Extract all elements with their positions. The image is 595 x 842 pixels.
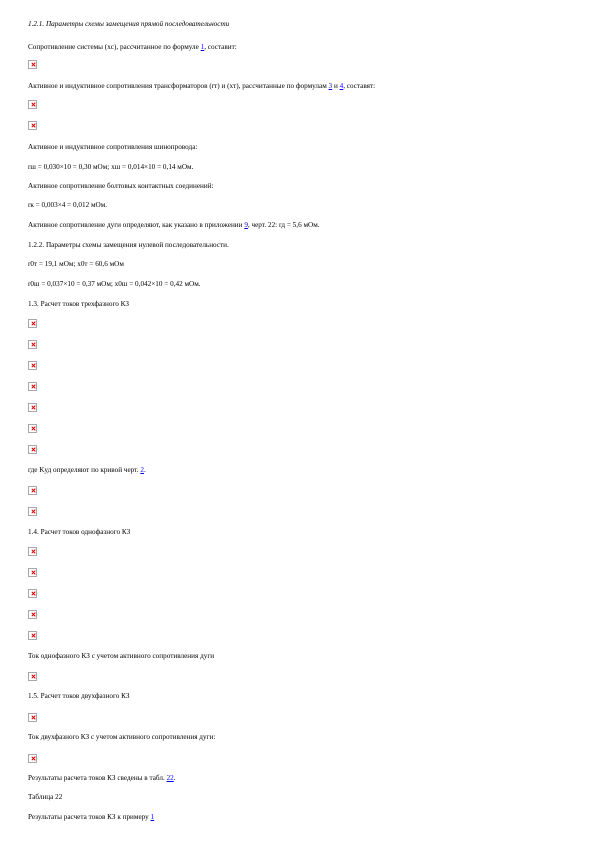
broken-image-icon [28,610,37,619]
broken-image-icon [28,403,37,412]
formula-4-link[interactable]: 4 [339,82,344,90]
broken-image-icon [28,672,37,681]
broken-image-icon [28,340,37,349]
broken-image-icon [28,60,37,69]
section-1-3-title: 1.3. Расчет токов трехфазного КЗ [28,300,130,308]
broken-image-icon [28,424,37,433]
table-22-link[interactable]: 22 [166,774,174,782]
section-1-2-1-title: 1.2.1. Параметры схемы замещения прямой последовательности [28,20,230,28]
broken-image-icon [28,382,37,391]
broken-image-icon [28,361,37,370]
two-phase-arc-text: Ток двухфазного КЗ с учетом активного сопротивления дуги: [28,733,216,741]
broken-image-icon [28,631,37,640]
table-caption: Результаты расчета токов КЗ к примеру 1 [28,813,155,821]
section-1-2-2-title: 1.2.2. Параметры схемы замещения нулевой последовательности. [28,241,229,249]
broken-image-icon [28,319,37,328]
arc-resistance-text: Активное сопротивление дуги определяют, как указано в приложении 9, черт. 22: rд = 5,6 мОм. [28,221,320,229]
zero-seq-busbar-values: r0ш = 0,037×10 = 0,37 мОм; x0ш = 0,042×10 = 0,42 мОм. [28,280,201,288]
example-1-link[interactable]: 1 [150,813,155,821]
zero-seq-transformer-values: r0т = 19,1 мОм; x0т = 60,6 мОм [28,260,124,268]
broken-image-icon [28,547,37,556]
figure-2-link[interactable]: 2 [140,466,144,474]
results-summary-text: Результаты расчета токов КЗ сведены в табл. 22. [28,774,176,782]
busbar-values: rш = 0,030×10 = 0,30 мОм; xш = 0,014×10 = 0,14 мОм. [28,163,194,171]
formula-3-link[interactable]: 3 [328,82,333,90]
system-resistance-text: Сопротивление системы (xс), рассчитанное по формуле 1, составит: [28,43,237,51]
single-phase-arc-text: Ток однофазного КЗ с учетом активного сопротивления дуги [28,652,215,660]
section-1-5-title: 1.5. Расчет токов двухфазного КЗ [28,692,130,700]
contacts-values: rк = 0,003×4 = 0,012 мОм. [28,201,108,209]
broken-image-icon [28,713,37,722]
appendix-9-link[interactable]: 9 [244,221,248,229]
formula-1-link[interactable]: 1 [200,43,205,51]
table-label: Таблица 22 [28,793,63,801]
broken-image-icon [28,754,37,763]
broken-image-icon [28,507,37,516]
broken-image-icon [28,445,37,454]
broken-image-icon [28,486,37,495]
busbar-title: Активное и индуктивное сопротивления шинопровода: [28,143,198,151]
broken-image-icon [28,100,37,109]
section-1-4-title: 1.4. Расчет токов однофазного КЗ [28,528,131,536]
broken-image-icon [28,568,37,577]
contacts-title: Активное сопротивление болтовых контактных соединений: [28,182,214,190]
broken-image-icon [28,589,37,598]
transformer-resistance-text: Активное и индуктивное сопротивления трансформаторов (rт) и (xт), рассчитанные по формулам 3 и 4, составят: [28,82,376,90]
kud-note: где Kуд определяют по кривой черт. 2. [28,466,146,474]
broken-image-icon [28,121,37,130]
